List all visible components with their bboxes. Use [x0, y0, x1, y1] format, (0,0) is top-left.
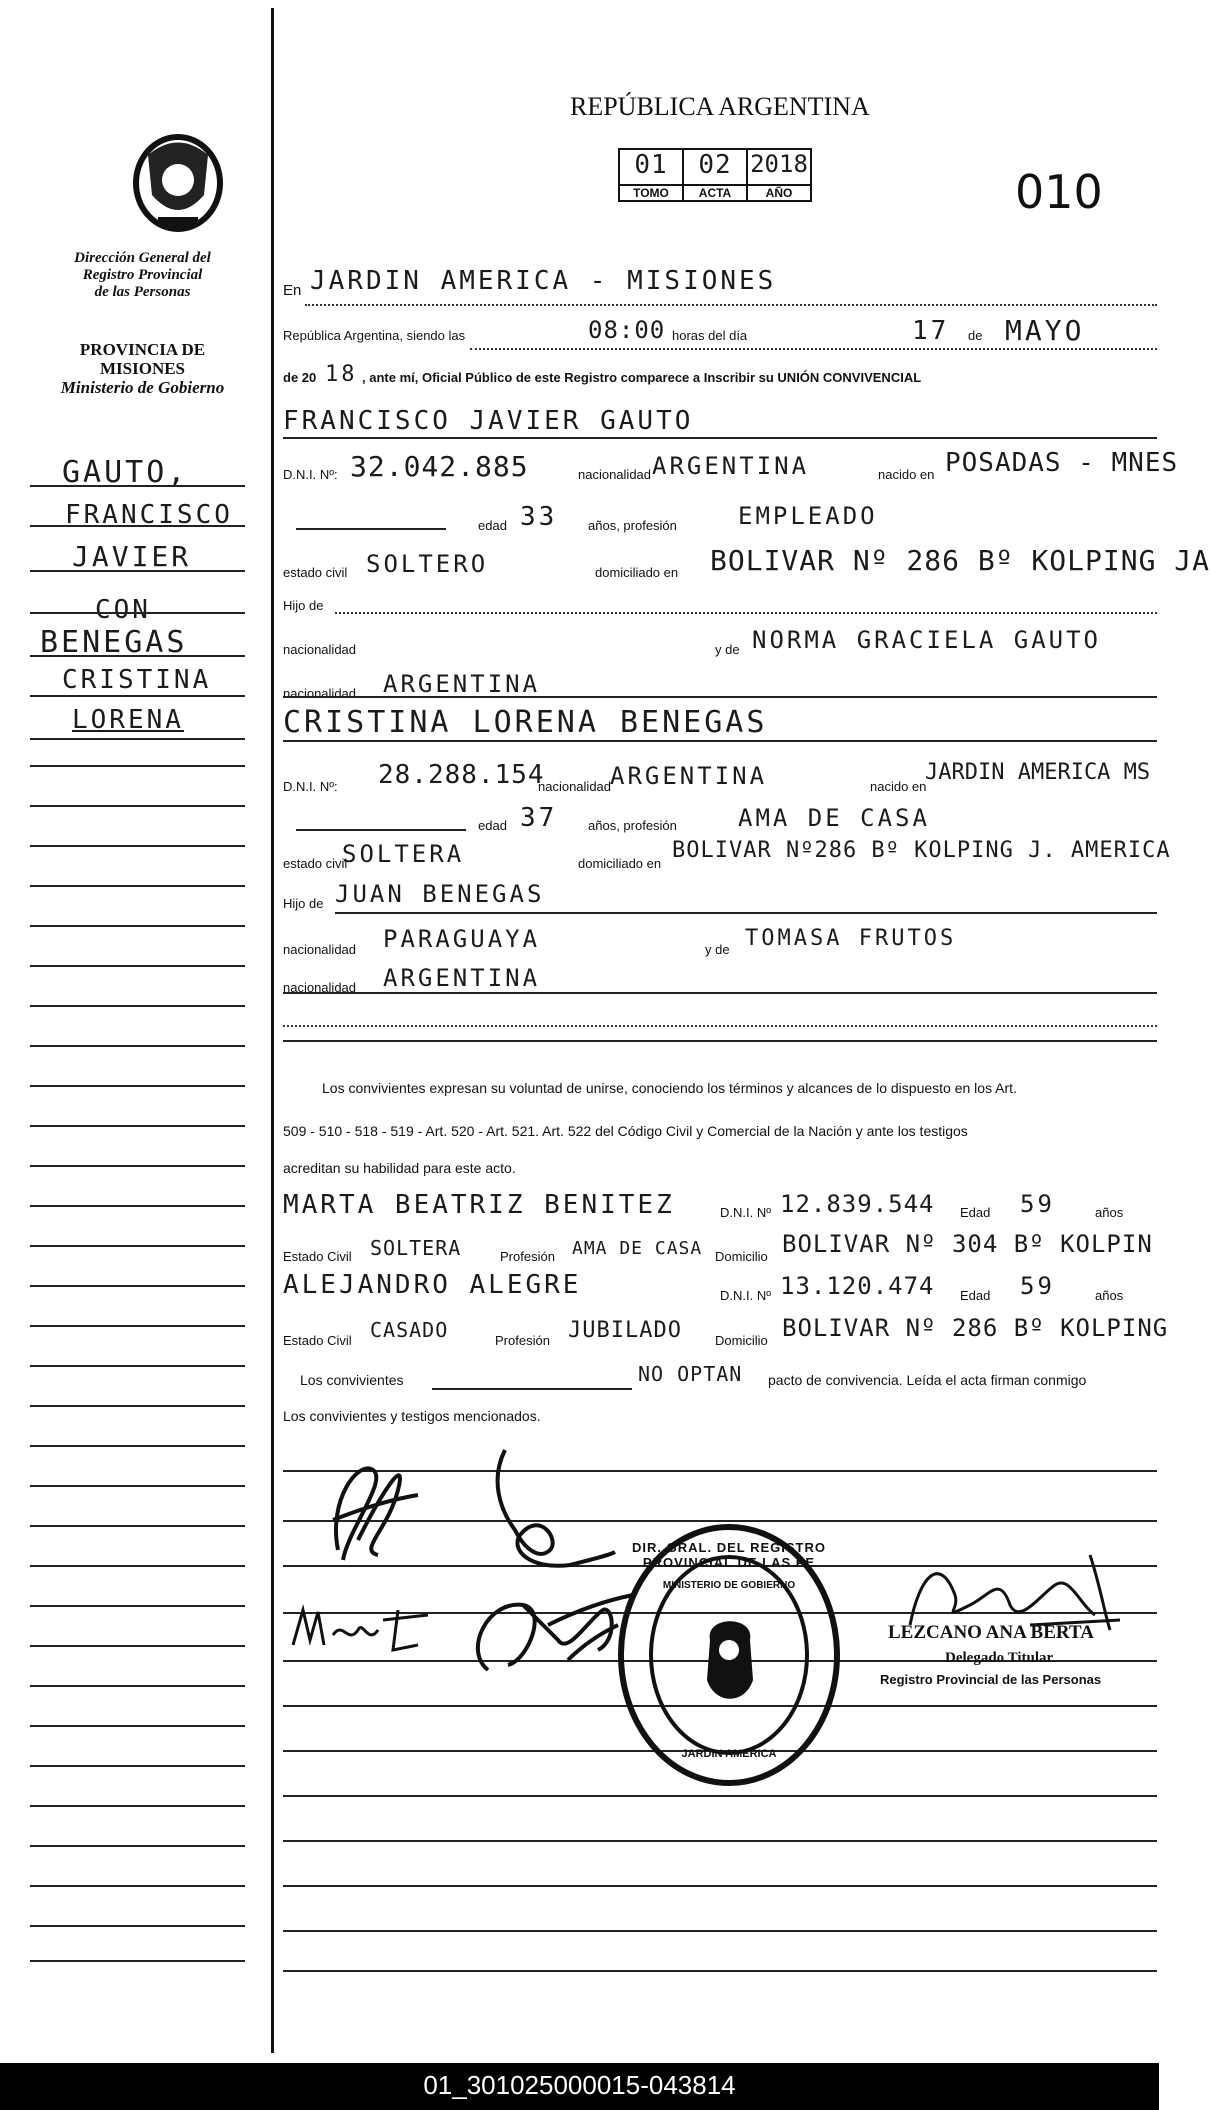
country-title: REPÚBLICA ARGENTINA — [570, 92, 870, 121]
margin-rule — [30, 1960, 245, 1962]
seal-inner-text: MINISTERIO DE GOBIERNO — [662, 1580, 796, 1591]
year-suffix: 18 — [325, 362, 358, 387]
margin-rule — [30, 655, 245, 657]
witness2-civil-label: Estado Civil — [283, 1333, 352, 1348]
margin-rule — [30, 1165, 245, 1167]
margin-rule — [30, 570, 245, 572]
line-rule — [470, 348, 1157, 350]
margin-name-7: LORENA — [72, 705, 184, 735]
person1-mother-label: y de — [715, 642, 740, 657]
margin-rule — [30, 1885, 245, 1887]
de-label: de — [968, 328, 983, 343]
person2-age: 37 — [520, 803, 558, 833]
margin-rule — [30, 1205, 245, 1207]
person2-mother-nationality: ARGENTINA — [383, 964, 541, 992]
official-seal — [615, 1520, 843, 1790]
line-rule — [283, 696, 1157, 698]
day-value: 17 — [912, 316, 950, 346]
tomo-value: 01 — [620, 150, 684, 184]
witness1-age-label: Edad — [960, 1205, 991, 1220]
person2-address: BOLIVAR Nº286 Bº KOLPING J. AMERICA — [672, 838, 1171, 863]
officer-name: LEZCANO ANA BERTA — [888, 1622, 1094, 1643]
witness1-profession: AMA DE CASA — [572, 1238, 703, 1259]
person2-nationality: ARGENTINA — [610, 762, 768, 790]
person1-father-label: Hijo de — [283, 598, 324, 613]
line-rule — [283, 740, 1157, 742]
person2-father-nationality-label: nacionalidad — [283, 942, 357, 957]
witness1-profession-label: Profesión — [500, 1249, 555, 1264]
person2-nationality-label: nacionalidad — [538, 779, 612, 794]
person2-birthplace: JARDIN AMERICA MS — [925, 760, 1151, 785]
margin-rule — [30, 1085, 245, 1087]
witness1-address: BOLIVAR Nº 304 Bº KOLPIN — [782, 1230, 1153, 1258]
witness1-anos-label: años — [1095, 1205, 1124, 1220]
pact-prefix: Los convivientes — [300, 1372, 404, 1388]
signature-1 — [318, 1440, 428, 1570]
margin-rule — [30, 1525, 245, 1527]
margin-rule — [30, 1605, 245, 1607]
signature-rule — [283, 1930, 1157, 1932]
margin-rule — [30, 805, 245, 807]
margin-rule — [30, 1365, 245, 1367]
person1-nationality: ARGENTINA — [652, 452, 810, 480]
margin-rule — [30, 1805, 245, 1807]
person2-age-label: edad — [478, 818, 507, 833]
margin-rule — [30, 1565, 245, 1567]
margin-rule — [30, 845, 245, 847]
person1-nationality-label: nacionalidad — [578, 467, 652, 482]
margin-rule — [30, 525, 245, 527]
person2-father: JUAN BENEGAS — [335, 880, 545, 908]
witness2-dni-label: D.N.I. Nº — [720, 1288, 771, 1303]
line-rule — [296, 528, 446, 530]
margin-rule — [30, 1125, 245, 1127]
person1-dni: 32.042.885 — [350, 450, 529, 483]
margin-rule — [30, 1445, 245, 1447]
person1-mother-nationality: ARGENTINA — [383, 670, 541, 698]
margin-rule — [30, 1845, 245, 1847]
margin-rule — [30, 738, 245, 740]
tomo-label: TOMO — [620, 186, 684, 200]
margin-rule — [30, 1685, 245, 1687]
line-rule — [335, 912, 1157, 914]
acta-label: ACTA — [684, 186, 748, 200]
pact-suffix: pacto de convivencia. Leída el acta firman conmigo — [768, 1372, 1087, 1388]
anio-value: 2018 — [750, 150, 808, 178]
witness1-address-label: Domicilio — [715, 1249, 768, 1264]
witness2-age-label: Edad — [960, 1288, 991, 1303]
person2-mother-label: y de — [705, 942, 730, 957]
closing-text: Los convivientes y testigos mencionados. — [283, 1408, 541, 1424]
agency-name — [40, 250, 245, 301]
witness2-name: ALEJANDRO ALEGRE — [283, 1270, 582, 1300]
witness1-dni: 12.839.544 — [780, 1190, 935, 1218]
margin-divider — [271, 8, 274, 2053]
document-id: 01_301025000015-043814 — [423, 2070, 736, 2100]
margin-name-5: BENEGAS — [40, 625, 188, 660]
line-rule — [335, 612, 1157, 614]
officer-title: Delegado Titular — [945, 1650, 1054, 1666]
margin-rule — [30, 1485, 245, 1487]
margin-name-3: JAVIER — [72, 540, 192, 573]
margin-rule — [30, 612, 245, 614]
person2-address-label: domiciliado en — [578, 856, 662, 871]
witness2-civil-status: CASADO — [370, 1318, 449, 1342]
margin-rule — [30, 485, 245, 487]
year-prefix: de 20 — [283, 370, 317, 385]
seal-text: DIR. GRAL. DEL REGISTRO PROVINCIAL DE LAS PE — [632, 1540, 826, 1570]
signature-rule — [283, 1885, 1157, 1887]
month-value: MAYO — [1005, 314, 1085, 347]
witness2-address: BOLIVAR Nº 286 Bº KOLPING — [782, 1314, 1169, 1342]
margin-name-2: FRANCISCO — [65, 500, 233, 530]
witness1-civil-label: Estado Civil — [283, 1249, 352, 1264]
line-rule — [305, 304, 1157, 306]
margin-rule — [30, 1245, 245, 1247]
witness2-profession: JUBILADO — [568, 1318, 682, 1343]
line-rule — [283, 437, 1157, 439]
witness2-profession-label: Profesión — [495, 1333, 550, 1348]
line-rule — [283, 992, 1157, 994]
line2-mid: horas del día — [672, 328, 748, 343]
seal-city: JARDIN AMERICA — [681, 1748, 777, 1760]
coat-of-arms-icon — [118, 125, 238, 240]
person2-profession: AMA DE CASA — [738, 804, 930, 832]
signature-4 — [448, 1580, 638, 1690]
margin-rule — [30, 925, 245, 927]
province-line-2: MISIONES — [99, 359, 186, 378]
person2-father-label: Hijo de — [283, 896, 324, 911]
person2-mother-nationality-label: nacionalidad — [283, 980, 357, 995]
statement-line-1: Los convivientes expresan su voluntad de unirse, conociendo los términos y alcances de lo dispuesto en los Art. — [322, 1080, 1017, 1096]
person2-dni: 28.288.154 — [378, 760, 545, 790]
signature-rule — [283, 1840, 1157, 1842]
person1-birthplace: POSADAS - MNES — [945, 448, 1179, 478]
margin-rule — [30, 1285, 245, 1287]
person1-mother-nationality-label: nacionalidad — [283, 686, 357, 701]
witness1-civil-status: SOLTERA — [370, 1236, 462, 1260]
signature-3 — [288, 1590, 438, 1670]
person1-address: BOLIVAR Nº 286 Bº KOLPING JA — [710, 544, 1210, 577]
line-rule — [432, 1388, 632, 1390]
person1-dni-label: D.N.I. Nº: — [283, 467, 338, 482]
person1-age: 33 — [520, 502, 558, 532]
margin-name-4: CON — [95, 595, 151, 625]
line2-prefix: República Argentina, siendo las — [283, 328, 466, 343]
page-number: 010 — [1015, 165, 1103, 219]
statement-line-2: 509 - 510 - 518 - 519 - Art. 520 - Art. 521. Art. 522 del Código Civil y Comercial de la Nación y ante los testigos — [283, 1123, 968, 1139]
ministry-name: Ministerio de Gobierno — [60, 378, 225, 397]
agency-line-1: Dirección General del — [74, 250, 211, 266]
person1-civil-status: SOLTERO — [366, 550, 489, 578]
margin-rule — [30, 1405, 245, 1407]
person1-civil-label: estado civil — [283, 565, 348, 580]
person1-profession: EMPLEADO — [738, 502, 878, 530]
person1-mother: NORMA GRACIELA GAUTO — [752, 626, 1101, 654]
person1-father-nationality-label: nacionalidad — [283, 642, 357, 657]
hour-value: 08:00 — [588, 316, 666, 344]
margin-rule — [30, 1725, 245, 1727]
person2-name: CRISTINA LORENA BENEGAS — [283, 705, 768, 740]
margin-name-1: GAUTO, — [62, 455, 189, 490]
person2-father-nationality: PARAGUAYA — [383, 925, 541, 953]
line-rule — [296, 829, 466, 831]
margin-rule — [30, 1045, 245, 1047]
person2-civil-status: SOLTERA — [342, 840, 465, 868]
signature-rule — [283, 1970, 1157, 1972]
witness1-dni-label: D.N.I. Nº — [720, 1205, 771, 1220]
agency-line-3: de las Personas — [94, 284, 191, 300]
line3-text: , ante mí, Oficial Público de este Registro comparece a Inscribir su UNIÓN CONVIVENCIAL — [362, 370, 922, 385]
agency-line-2: Registro Provincial — [82, 267, 203, 283]
margin-name-6: CRISTINA — [62, 665, 212, 695]
margin-rule — [30, 885, 245, 887]
person1-address-label: domiciliado en — [595, 565, 679, 580]
witness2-dni: 13.120.474 — [780, 1272, 935, 1300]
anio-label: AÑO — [765, 186, 793, 200]
officer-office: Registro Provincial de las Personas — [880, 1672, 1102, 1687]
person1-profession-label: años, profesión — [588, 518, 677, 533]
signature-rule — [283, 1795, 1157, 1797]
witness1-name: MARTA BEATRIZ BENITEZ — [283, 1190, 675, 1220]
margin-rule — [30, 765, 245, 767]
witness2-address-label: Domicilio — [715, 1333, 768, 1348]
acta-value: 02 — [684, 150, 748, 184]
person1-birthplace-label: nacido en — [878, 467, 935, 482]
person2-civil-label: estado civil — [283, 856, 348, 871]
witness2-age: 59 — [1020, 1272, 1055, 1300]
witness2-anos-label: años — [1095, 1288, 1124, 1303]
register-box — [618, 148, 812, 202]
margin-rule — [30, 695, 245, 697]
person2-mother: TOMASA FRUTOS — [745, 926, 957, 951]
line-rule — [283, 1040, 1157, 1042]
margin-rule — [30, 965, 245, 967]
person2-profession-label: años, profesión — [588, 818, 677, 833]
province-line-1: PROVINCIA DE — [79, 340, 206, 359]
witness1-age: 59 — [1020, 1190, 1055, 1218]
statement-line-3: acreditan su habilidad para este acto. — [283, 1160, 516, 1176]
margin-rule — [30, 1645, 245, 1647]
person2-dni-label: D.N.I. Nº: — [283, 779, 338, 794]
person2-birthplace-label: nacido en — [870, 779, 927, 794]
margin-rule — [30, 1765, 245, 1767]
line-rule — [283, 1025, 1157, 1027]
place-value: JARDIN AMERICA - MISIONES — [310, 266, 777, 296]
margin-rule — [30, 1005, 245, 1007]
pact-value: NO OPTAN — [638, 1362, 743, 1386]
signature-2 — [470, 1440, 620, 1580]
en-label: En — [283, 282, 302, 299]
province-name — [40, 340, 245, 397]
margin-rule — [30, 1925, 245, 1927]
person1-age-label: edad — [478, 518, 507, 533]
person1-name: FRANCISCO JAVIER GAUTO — [283, 406, 694, 436]
margin-rule — [30, 1325, 245, 1327]
